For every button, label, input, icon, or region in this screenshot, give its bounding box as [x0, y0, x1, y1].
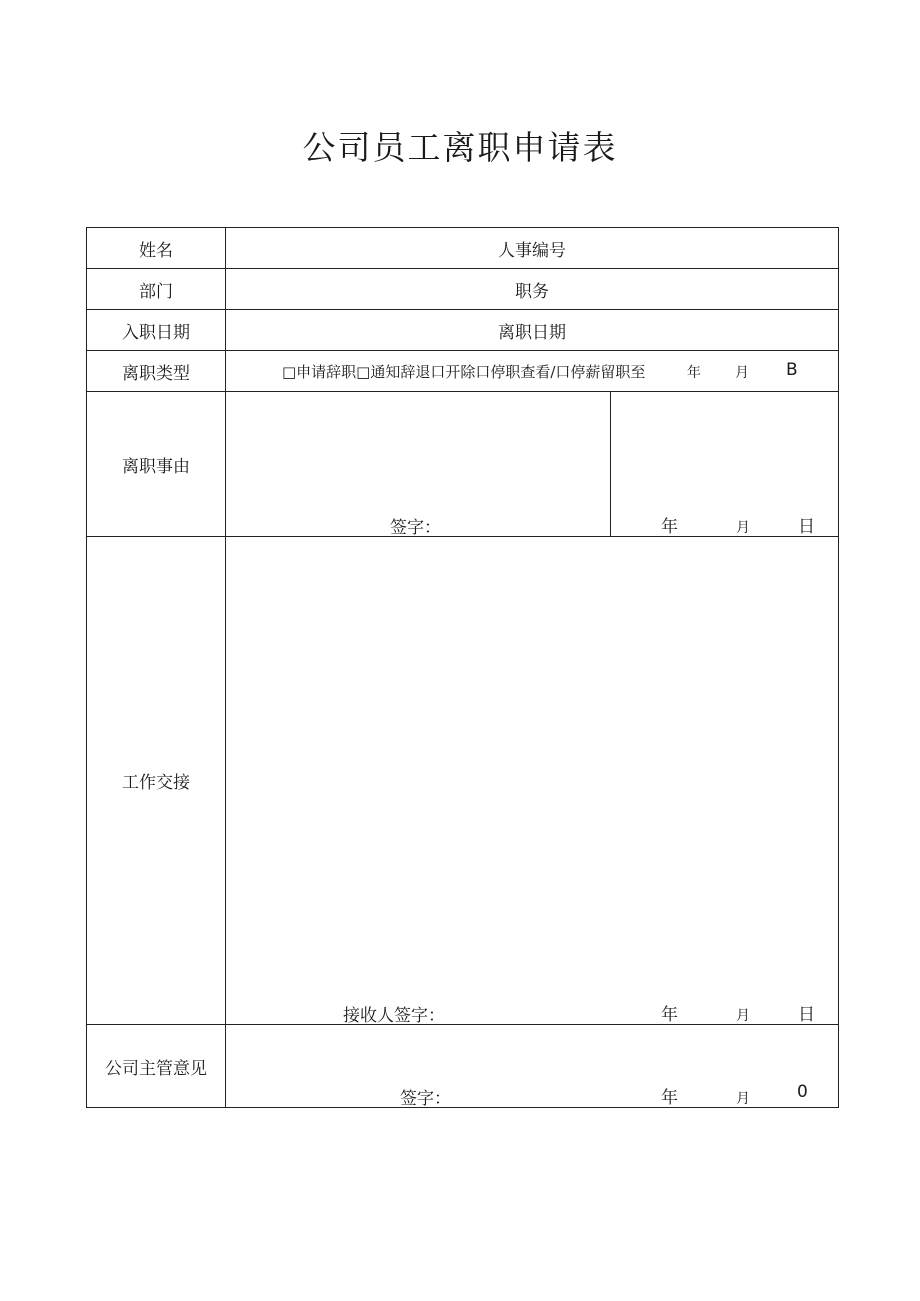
page-title: 公司员工离职申请表 — [302, 128, 618, 167]
name-label: 姓名 — [87, 228, 226, 268]
reason-label: 离职事由 — [87, 392, 226, 536]
row-leave-type — [87, 351, 838, 392]
leave-type-day: B — [786, 360, 798, 380]
row-department — [87, 269, 838, 310]
department-label: 部门 — [87, 269, 226, 309]
supervisor-month: 月 — [736, 1091, 750, 1107]
supervisor-value-cell[interactable] — [226, 1025, 838, 1107]
handover-day: 日 — [798, 1005, 815, 1025]
reason-month: 月 — [736, 520, 750, 536]
handover-label: 工作交接 — [87, 537, 226, 1024]
reason-signature-label: 签字： — [390, 518, 441, 538]
leave-type-value-cell[interactable] — [226, 351, 838, 391]
row-name — [87, 228, 838, 269]
row-supervisor — [87, 1025, 838, 1107]
handover-signature-label: 接收人签字： — [343, 1006, 445, 1026]
name-value-cell[interactable] — [226, 228, 838, 268]
handover-year: 年 — [661, 1005, 678, 1025]
entry-date-label: 入职日期 — [87, 310, 226, 350]
resignation-form-table — [86, 227, 839, 1108]
row-entry-date — [87, 310, 838, 351]
leave-date-label: 离职日期 — [498, 322, 566, 343]
leave-type-label: 离职类型 — [87, 351, 226, 391]
reason-divider — [610, 392, 611, 536]
position-label: 职务 — [515, 281, 549, 302]
department-value-cell[interactable] — [226, 269, 838, 309]
supervisor-year: 年 — [661, 1088, 678, 1108]
supervisor-signature-label: 签字： — [400, 1089, 451, 1109]
handover-month: 月 — [736, 1008, 750, 1024]
employee-id-label: 人事编号 — [498, 240, 566, 261]
reason-value-cell[interactable] — [226, 392, 838, 536]
leave-type-options[interactable]: □申请辞职□通知辞退口开除口停职查看/口停薪留职至 — [282, 363, 646, 381]
handover-value-cell[interactable] — [226, 537, 838, 1024]
leave-type-month: 月 — [735, 365, 749, 381]
reason-year: 年 — [661, 517, 678, 537]
entry-date-value-cell[interactable] — [226, 310, 838, 350]
row-handover — [87, 537, 838, 1025]
supervisor-label: 公司主管意见 — [87, 1025, 226, 1107]
supervisor-day: 0 — [797, 1082, 808, 1102]
reason-day: 日 — [798, 517, 815, 537]
leave-type-year: 年 — [687, 365, 701, 381]
row-reason — [87, 392, 838, 537]
